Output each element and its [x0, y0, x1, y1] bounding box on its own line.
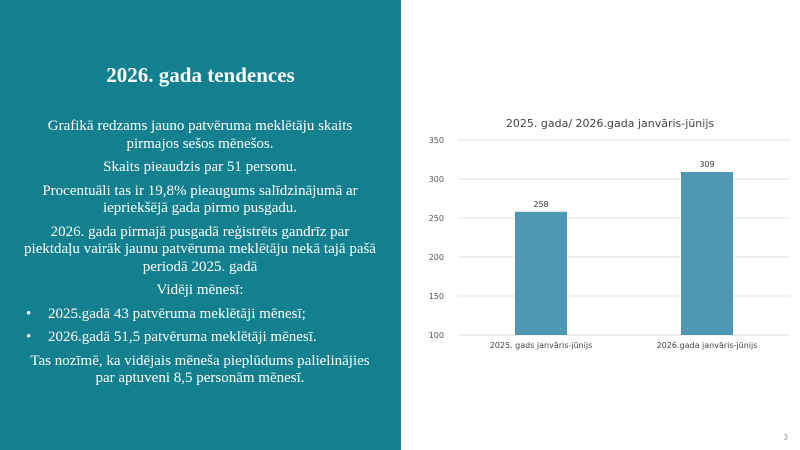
y-tick-label: 350	[428, 136, 444, 145]
closing-paragraph: Tas nozīmē, ka vidējais mēneša pieplūdums palielinājies par aptuveni 8,5 personām mēnesī.	[30, 352, 370, 386]
paragraph: Procentuāli tas ir 19,8% pieaugums salīdzinājumā ar iepriekšējā gada pirmo pusgadu.	[42, 182, 358, 216]
page-number: 3	[783, 433, 788, 442]
bar-chart	[410, 130, 800, 360]
bullet-icon: •	[26, 305, 32, 322]
y-tick-label: 300	[428, 175, 444, 184]
bullet-text: 2025.gadā 43 patvēruma meklētāji mēnesī;	[48, 305, 306, 322]
paragraph: Grafikā redzams jauno patvēruma meklētāju skaits pirmajos sešos mēnešos.	[47, 118, 353, 152]
paragraph: 2026. gada pirmajā pusgadā reģistrēts gandrīz par piektdaļu vairāk jaunu patvēruma meklētāju nekā tajā pašā periodā 2025. gadā	[24, 223, 376, 275]
paragraph: Vidēji mēnesī:	[156, 282, 244, 298]
bullet-item	[22, 306, 378, 324]
bullet-item	[22, 329, 378, 347]
bar	[681, 172, 733, 335]
bullet-icon: •	[26, 329, 32, 345]
x-tick-label: 2026.gada janvāris-jūnijs	[656, 341, 758, 350]
paragraph: Skaits pieaudzis par 51 personu.	[103, 159, 297, 175]
bar	[515, 212, 567, 335]
chart-title: 2025. gada/ 2026.gada janvāris-jūnijs	[505, 117, 715, 130]
y-tick-label: 100	[428, 331, 444, 340]
data-label: 258	[533, 199, 549, 209]
y-tick-label: 250	[428, 214, 444, 223]
slide-title: 2026. gada tendences	[106, 63, 295, 87]
data-label: 309	[699, 159, 715, 169]
slide-body	[22, 118, 378, 394]
bullet-text: 2026.gadā 51,5 patvēruma meklētāji mēnesī.	[48, 329, 317, 345]
y-tick-label: 150	[428, 292, 444, 301]
x-tick-label: 2025. gads janvāris-jūnijs	[489, 341, 593, 350]
y-tick-label: 200	[428, 253, 444, 262]
